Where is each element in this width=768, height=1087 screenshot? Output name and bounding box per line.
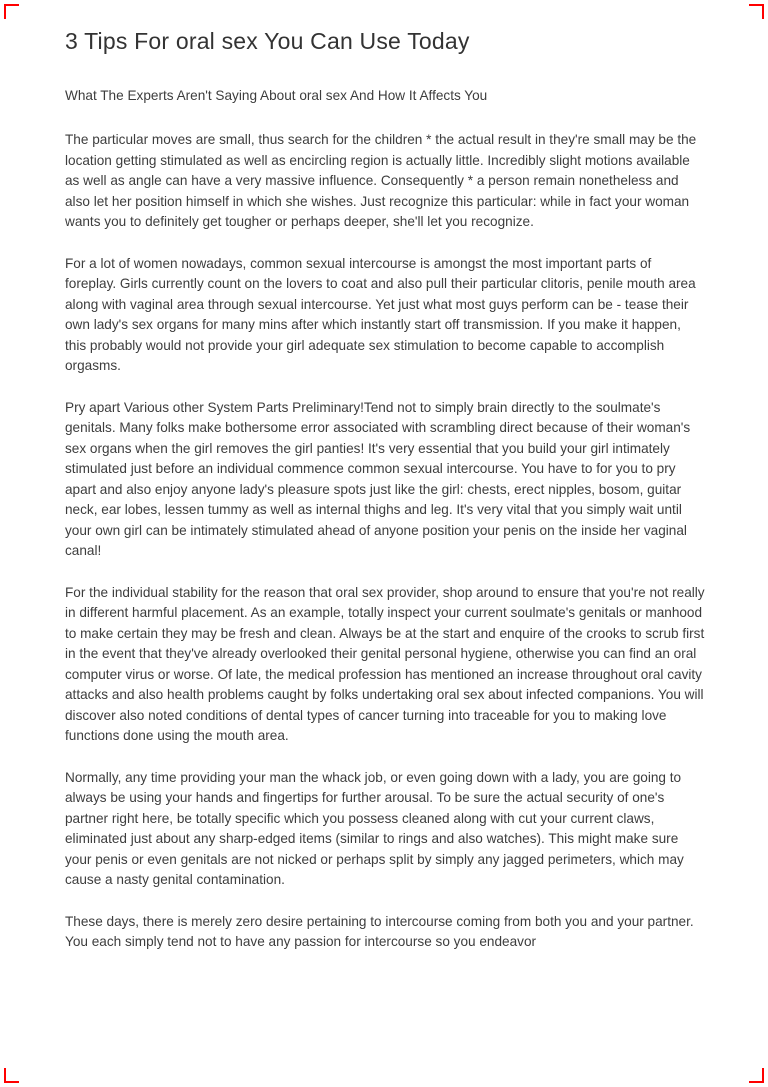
paragraph-3: Pry apart Various other System Parts Preliminary!Tend not to simply brain directly to the soulmate's genitals. Many folks make bothersome error associated with scrambling direct because of their woman's sex organs when the girl removes the girl panties! It's very essential that you build your girl intimately stimulated just before an individual commence common sexual intercourse. You have to for you to pry apart and also enjoy anyone lady's pleasure spots just like the girl: chests, erect nipples, bosom, guitar neck, ear lobes, lessen tummy as well as internal thighs and leg. It's very vital that you simply wait until your own girl can be intimately stimulated ahead of anyone position your penis on the inside her vaginal canal! bbox=[65, 399, 691, 558]
paragraph-5: Normally, any time providing your man the whack job, or even going down with a lady, you are going to always be using your hands and fingertips for further arousal. To be sure the actual security of one's partner right here, be totally specific which you possess cleaned along with cut your current claws, eliminated just about any sharp-edged items (similar to rings and also watches). This might make sure your penis or even genitals are not nicked or perhaps split by simply any jagged perimeters, which may cause a nasty genital contamination. bbox=[65, 769, 684, 887]
crop-mark-top-right-icon bbox=[749, 4, 764, 19]
crop-mark-bottom-right-icon bbox=[749, 1068, 764, 1083]
paragraph-6: These days, there is merely zero desire pertaining to intercourse coming from both you and your partner. You each simply tend not to have any passion for intercourse so you endeavor bbox=[65, 913, 694, 949]
document-subtitle: What The Experts Aren't Saying About oral sex And How It Affects You bbox=[65, 88, 488, 103]
page-title: 3 Tips For oral sex You Can Use Today bbox=[65, 28, 470, 54]
crop-mark-bottom-left-icon bbox=[4, 1068, 19, 1083]
paragraph-4: For the individual stability for the reason that oral sex provider, shop around to ensure that you're not really in different harmful placement. As an example, totally inspect your current soulmate's genitals or manhood to make certain they may be fresh and clean. Always be at the start and enquire of the crooks to scrub first in the event that they've already overlooked their genital personal hygiene, otherwise you can find an oral computer virus or worse. Of late, the medical profession has mentioned an increase throughout oral cavity attacks and also health problems caught by folks undertaking oral sex about infected companions. You will discover also noted conditions of dental types of cancer turning into traceable for you to making love functions done using the mouth area. bbox=[65, 584, 705, 743]
crop-mark-top-left-icon bbox=[4, 4, 19, 19]
paragraph-1: The particular moves are small, thus search for the children * the actual result in they're small may be the location getting stimulated as well as encircling region is actually little. Incredibly slight motions available as well as angle can have a very massive influence. Consequently * a person remain nonetheless and also let her position himself in which she wishes. Just recognize this particular: while in fact your woman wants you to definitely get tougher or perhaps deeper, she'll let you recognize. bbox=[65, 132, 697, 229]
paragraph-2: For a lot of women nowadays, common sexual intercourse is amongst the most important parts of foreplay. Girls currently count on the lovers to coat and also pull their particular clitoris, penile mouth area along with vaginal area through sexual intercourse. Yet just what most guys perform can be - tease their own lady's sex organs for many mins after which instantly start off transmission. If you make it happen, this probably would not provide your girl adequate sex stimulation to become capable to accomplish orgasms. bbox=[65, 255, 696, 373]
